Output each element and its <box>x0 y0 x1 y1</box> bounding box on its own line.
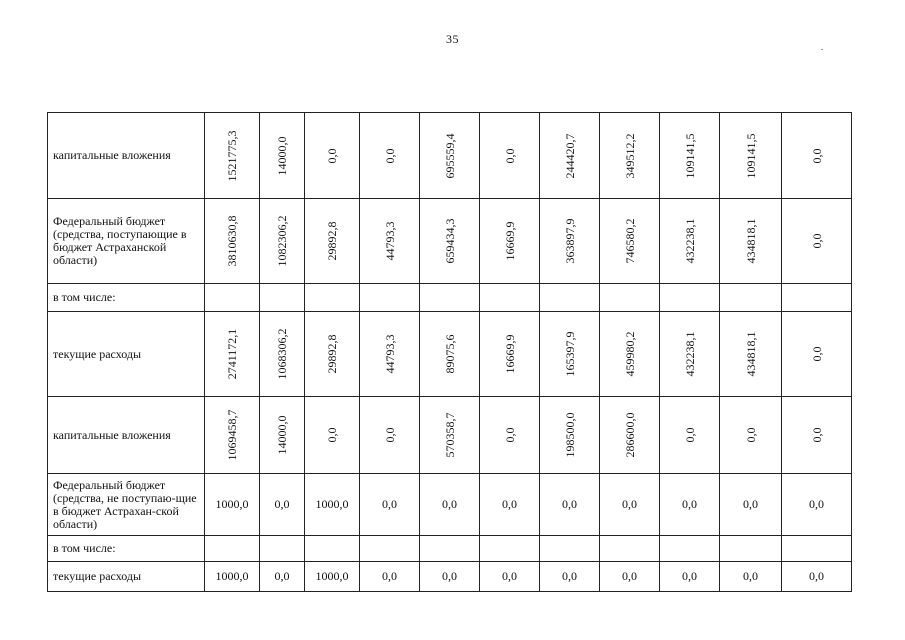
cell-value: 109141,5 <box>743 133 758 178</box>
cell-value: 0,0 <box>502 497 517 511</box>
table-cell <box>600 536 660 562</box>
table-cell <box>260 312 305 397</box>
table-cell <box>260 562 305 592</box>
cell-value: 198500,0 <box>562 412 577 458</box>
table-cell <box>205 199 260 284</box>
table-cell <box>205 113 260 199</box>
cell-value: 0,0 <box>743 497 758 511</box>
cell-value: 0,0 <box>382 427 397 443</box>
table-cell <box>305 199 360 284</box>
cell-value: 0,0 <box>622 569 637 583</box>
table-cell <box>660 199 720 284</box>
row-label: капитальные вложения <box>48 397 205 474</box>
row-label: в том числе: <box>48 284 205 312</box>
table-cell <box>720 562 782 592</box>
cell-value: 0,0 <box>809 346 824 362</box>
cell-value: 1000,0 <box>215 569 249 583</box>
table-cell <box>305 113 360 199</box>
table-cell <box>720 536 782 562</box>
cell-value: 0,0 <box>622 497 637 511</box>
table-row <box>48 284 852 312</box>
cell-value: 1069458,7 <box>225 409 239 461</box>
table-cell <box>782 397 852 474</box>
table-cell <box>782 113 852 199</box>
cell-value: 0,0 <box>382 569 397 583</box>
table-cell <box>360 562 420 592</box>
table-cell <box>782 312 852 397</box>
table-cell <box>480 474 540 536</box>
table-row <box>48 536 852 562</box>
table-row <box>48 312 852 397</box>
cell-value: 0,0 <box>382 497 397 511</box>
cell-value: 0,0 <box>502 569 517 583</box>
table-cell <box>720 474 782 536</box>
table-cell <box>420 474 480 536</box>
cell-value: 0,0 <box>743 569 758 583</box>
cell-value: 0,0 <box>809 233 824 249</box>
cell-value: 0,0 <box>382 148 397 163</box>
table-cell <box>660 113 720 199</box>
cell-value: 0,0 <box>809 569 824 583</box>
table-cell <box>600 474 660 536</box>
row-label: Федеральный бюджет (средства, поступающие в бюджет Астраханской области) <box>48 199 205 284</box>
cell-value: 14000,0 <box>275 415 289 455</box>
table-cell <box>305 397 360 474</box>
table-cell <box>540 562 600 592</box>
table-cell <box>360 199 420 284</box>
table-cell <box>260 284 305 312</box>
table-cell <box>360 397 420 474</box>
table-cell <box>540 474 600 536</box>
table-cell <box>660 397 720 474</box>
table-cell <box>660 284 720 312</box>
budget-table <box>47 112 852 592</box>
row-label: текущие расходы <box>48 562 205 592</box>
table-cell <box>720 397 782 474</box>
table-cell <box>540 397 600 474</box>
table-cell <box>782 474 852 536</box>
row-label: в том числе: <box>48 536 205 562</box>
cell-value: 0,0 <box>682 427 697 443</box>
cell-value: 659434,3 <box>442 218 457 264</box>
table-cell <box>660 562 720 592</box>
cell-value: 363897,9 <box>562 218 577 264</box>
cell-value: 0,0 <box>274 569 290 583</box>
cell-value: 0,0 <box>562 497 577 511</box>
cell-value: 14000,0 <box>275 136 289 175</box>
table-cell <box>540 199 600 284</box>
table-row <box>48 113 852 199</box>
table-cell <box>720 284 782 312</box>
cell-value: 1082306,2 <box>275 215 289 267</box>
cell-value: 0,0 <box>809 497 824 511</box>
cell-value: 0,0 <box>502 148 517 163</box>
scan-speck <box>821 49 823 50</box>
table-cell <box>480 113 540 199</box>
cell-value: 0,0 <box>442 497 457 511</box>
table-cell <box>720 113 782 199</box>
table-cell <box>600 397 660 474</box>
table-cell <box>305 536 360 562</box>
table-cell <box>540 284 600 312</box>
cell-value: 746580,2 <box>622 218 637 264</box>
table-cell <box>480 312 540 397</box>
cell-value: 570358,7 <box>442 412 457 458</box>
cell-value: 1000,0 <box>315 569 349 583</box>
cell-value: 434818,1 <box>743 218 758 264</box>
cell-value: 0,0 <box>743 427 758 443</box>
table-cell <box>540 113 600 199</box>
table-row <box>48 199 852 284</box>
cell-value: 0,0 <box>442 569 457 583</box>
table-cell <box>782 536 852 562</box>
cell-value: 244420,7 <box>562 133 577 178</box>
cell-value: 2741172,1 <box>225 328 239 380</box>
table-row <box>48 562 852 592</box>
table-row <box>48 474 852 536</box>
table-cell <box>600 562 660 592</box>
cell-value: 0,0 <box>809 427 824 443</box>
table-cell <box>420 397 480 474</box>
cell-value: 1000,0 <box>215 497 249 511</box>
table-cell <box>260 536 305 562</box>
table-cell <box>360 474 420 536</box>
table-cell <box>360 284 420 312</box>
table-cell <box>480 284 540 312</box>
cell-value: 1521775,3 <box>225 130 239 181</box>
table-cell <box>600 284 660 312</box>
cell-value: 1000,0 <box>315 497 349 511</box>
table-cell <box>360 312 420 397</box>
cell-value: 109141,5 <box>682 133 697 178</box>
cell-value: 0,0 <box>325 427 339 443</box>
table-cell <box>305 312 360 397</box>
table-cell <box>540 312 600 397</box>
table-cell <box>782 284 852 312</box>
cell-value: 44793,3 <box>382 334 397 374</box>
table-cell <box>720 312 782 397</box>
cell-value: 29892,8 <box>325 334 339 374</box>
table-cell <box>420 199 480 284</box>
table-cell <box>420 562 480 592</box>
table-cell <box>205 397 260 474</box>
cell-value: 0,0 <box>274 497 290 511</box>
table-cell <box>205 474 260 536</box>
table-cell <box>720 199 782 284</box>
table-cell <box>205 284 260 312</box>
table-cell <box>260 199 305 284</box>
table-cell <box>480 199 540 284</box>
cell-value: 695559,4 <box>442 133 457 178</box>
cell-value: 3810630,8 <box>225 215 239 267</box>
cell-value: 0,0 <box>325 148 339 163</box>
table-cell <box>480 397 540 474</box>
table-cell <box>540 536 600 562</box>
table-cell <box>600 199 660 284</box>
table-cell <box>420 284 480 312</box>
table-cell <box>360 113 420 199</box>
row-label: Федеральный бюджет (средства, не поступаю-щие в бюджет Астрахан-ской области) <box>48 474 205 536</box>
table-cell <box>660 536 720 562</box>
table-cell <box>305 474 360 536</box>
page-number: 35 <box>446 32 459 46</box>
cell-value: 0,0 <box>502 427 517 443</box>
table-cell <box>420 113 480 199</box>
cell-value: 432238,1 <box>682 218 697 264</box>
cell-value: 286600,0 <box>622 412 637 458</box>
row-label: капитальные вложения <box>48 113 205 199</box>
table-row <box>48 397 852 474</box>
cell-value: 349512,2 <box>622 133 637 178</box>
table-cell <box>205 312 260 397</box>
cell-value: 432238,1 <box>682 331 697 377</box>
cell-value: 459980,2 <box>622 331 637 377</box>
table-cell <box>600 113 660 199</box>
table-cell <box>660 474 720 536</box>
table-cell <box>480 536 540 562</box>
cell-value: 0,0 <box>682 569 697 583</box>
table-cell <box>782 199 852 284</box>
table-cell <box>660 312 720 397</box>
table-cell <box>260 113 305 199</box>
cell-value: 16669,9 <box>502 334 517 374</box>
table-cell <box>305 284 360 312</box>
table-cell <box>480 562 540 592</box>
cell-value: 165397,9 <box>562 331 577 377</box>
table-cell <box>205 562 260 592</box>
cell-value: 434818,1 <box>743 331 758 377</box>
cell-value: 29892,8 <box>325 221 339 261</box>
cell-value: 16669,9 <box>502 221 517 261</box>
cell-value: 0,0 <box>682 497 697 511</box>
row-label: текущие расходы <box>48 312 205 397</box>
cell-value: 89075,6 <box>442 334 457 374</box>
table-cell <box>600 312 660 397</box>
table-cell <box>205 536 260 562</box>
table-cell <box>360 536 420 562</box>
table-cell <box>260 474 305 536</box>
cell-value: 0,0 <box>809 148 824 163</box>
table-cell <box>420 312 480 397</box>
cell-value: 0,0 <box>562 569 577 583</box>
table-cell <box>305 562 360 592</box>
cell-value: 44793,3 <box>382 221 397 261</box>
table-cell <box>260 397 305 474</box>
table-cell <box>782 562 852 592</box>
table-cell <box>420 536 480 562</box>
cell-value: 1068306,2 <box>275 328 289 380</box>
